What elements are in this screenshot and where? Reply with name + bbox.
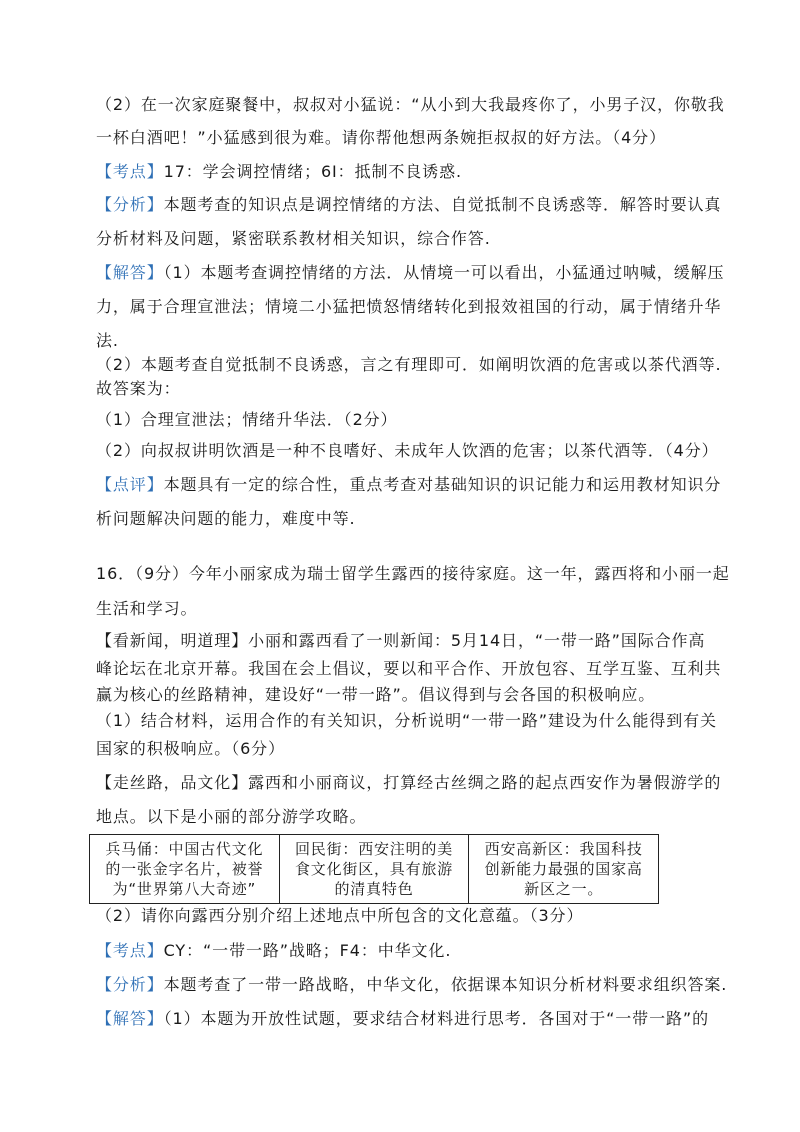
line-text: 本题具有一定的综合性，重点考查对基础知识的识记能力和运用教材知识分	[163, 475, 722, 494]
text-line	[96, 658, 721, 680]
text-line	[96, 738, 285, 760]
line-text: （2）向叔叔讲明饮酒是一种不良嗜好、未成年人饮酒的危害；以茶代酒等．（4分）	[96, 441, 719, 460]
line-text: 析问题解决问题的能力，难度中等.	[96, 509, 356, 528]
section-tag: 【解答】	[96, 1009, 164, 1028]
cell-line: 创新能力最强的国家高	[484, 860, 643, 878]
text-line	[96, 684, 655, 706]
text-line	[96, 228, 491, 250]
text-line	[96, 905, 583, 927]
text-line	[96, 772, 721, 794]
line-text: 分析材料及问题，紧密联系教材相关知识，综合作答.	[96, 229, 491, 248]
cell-line: 回民街：西安注明的美	[295, 840, 454, 858]
text-line	[96, 409, 397, 431]
line-text: 法.	[96, 331, 119, 350]
text-line	[96, 194, 721, 216]
line-text: 力，属于合理宣泄法；情境二小猛把愤怒情绪转化到报效祖国的行动，属于情绪升华	[96, 297, 722, 316]
text-line	[96, 296, 721, 318]
text-line	[96, 806, 366, 828]
line-text: 地点。以下是小丽的部分游学攻略。	[96, 807, 367, 826]
line-text: 【走丝路，品文化】露西和小丽商议，打算经古丝绸之路的起点西安作为暑假游学的	[96, 773, 722, 792]
section-tag: 【点评】	[96, 475, 164, 494]
section-tag: 【考点】	[96, 162, 164, 181]
line-text: 一杯白酒吧！”小猛感到很为难。请你帮他想两条婉拒叔叔的好方法。（4分）	[96, 128, 666, 147]
table-cell	[469, 835, 658, 903]
cell-line: 为“世界第八大奇迹”	[112, 880, 257, 898]
line-text: 故答案为：	[96, 379, 181, 398]
text-line	[96, 440, 719, 462]
text-line	[96, 354, 721, 376]
table-cell	[280, 835, 470, 903]
text-line	[96, 1008, 709, 1030]
line-text: 16．（9分）今年小丽家成为瑞士留学生露西的接待家庭。这一年，露西将和小丽一起	[96, 564, 730, 583]
text-line	[96, 262, 724, 284]
cell-line: 的清真特色	[334, 880, 414, 898]
text-line	[96, 940, 451, 962]
line-text: 峰论坛在北京开幕。我国在会上倡议，要以和平合作、开放包容、互学互鉴、互利共	[96, 659, 722, 678]
line-text: 国家的积极响应。（6分）	[96, 739, 285, 758]
table-cell	[90, 835, 280, 903]
text-line	[96, 710, 717, 732]
line-text: （1）本题考查调控情绪的方法．从情境一可以看出，小猛通过呐喊，缓解压	[163, 263, 725, 282]
line-text: （1）结合材料，运用合作的有关知识，分析说明“一带一路”建设为什么能得到有关	[96, 711, 717, 730]
text-line	[96, 563, 730, 585]
line-text: 生活和学习。	[96, 599, 198, 618]
travel-guide-table	[89, 834, 659, 904]
line-text: 本题考查的知识点是调控情绪的方法、自觉抵制不良诱惑等．解答时要认真	[163, 195, 722, 214]
text-line	[96, 94, 725, 116]
text-line	[96, 127, 666, 149]
line-text: （1）合理宣泄法；情绪升华法．（2分）	[96, 410, 398, 429]
section-tag: 【分析】	[96, 195, 164, 214]
text-line	[96, 474, 721, 496]
line-text: （1）本题为开放性试题，要求结合材料进行思考．各国对于“一带一路”的	[163, 1009, 709, 1028]
cell-line: 的一张金字名片，被誉	[105, 860, 264, 878]
line-text: CY：“一带一路”战略；F4：中华文化.	[163, 941, 452, 960]
text-line	[96, 974, 727, 996]
text-line	[96, 378, 181, 400]
section-tag: 【解答】	[96, 263, 164, 282]
text-line	[96, 598, 197, 620]
line-text: 本题考查了一带一路战略，中华文化，依据课本知识分析材料要求组织答案.	[163, 975, 728, 994]
text-line	[96, 508, 356, 530]
text-line	[96, 330, 119, 352]
line-text: （2）请你向露西分别介绍上述地点中所包含的文化意蕴。（3分）	[96, 906, 584, 925]
section-tag: 【考点】	[96, 941, 164, 960]
line-text: （2）本题考查自觉抵制不良诱惑，言之有理即可．如阐明饮酒的危害或以茶代酒等.	[96, 355, 722, 374]
cell-line: 兵马俑：中国古代文化	[105, 840, 264, 858]
text-line	[96, 630, 705, 652]
section-tag: 【分析】	[96, 975, 164, 994]
cell-line: 西安高新区：我国科技	[484, 840, 643, 858]
line-text: （2）在一次家庭聚餐中，叔叔对小猛说：“从小到大我最疼你了，小男子汉，你敬我	[96, 95, 725, 114]
text-line	[96, 161, 462, 183]
line-text: 赢为核心的丝路精神，建设好“一带一路”。倡议得到与会各国的积极响应。	[96, 685, 656, 704]
cell-line: 新区之一。	[524, 880, 604, 898]
line-text: 17：学会调控情绪；6I：抵制不良诱惑.	[163, 162, 462, 181]
cell-line: 食文化街区，具有旅游	[295, 860, 454, 878]
line-text: 【看新闻，明道理】小丽和露西看了一则新闻：5月14日，“一带一路”国际合作高	[96, 631, 706, 650]
